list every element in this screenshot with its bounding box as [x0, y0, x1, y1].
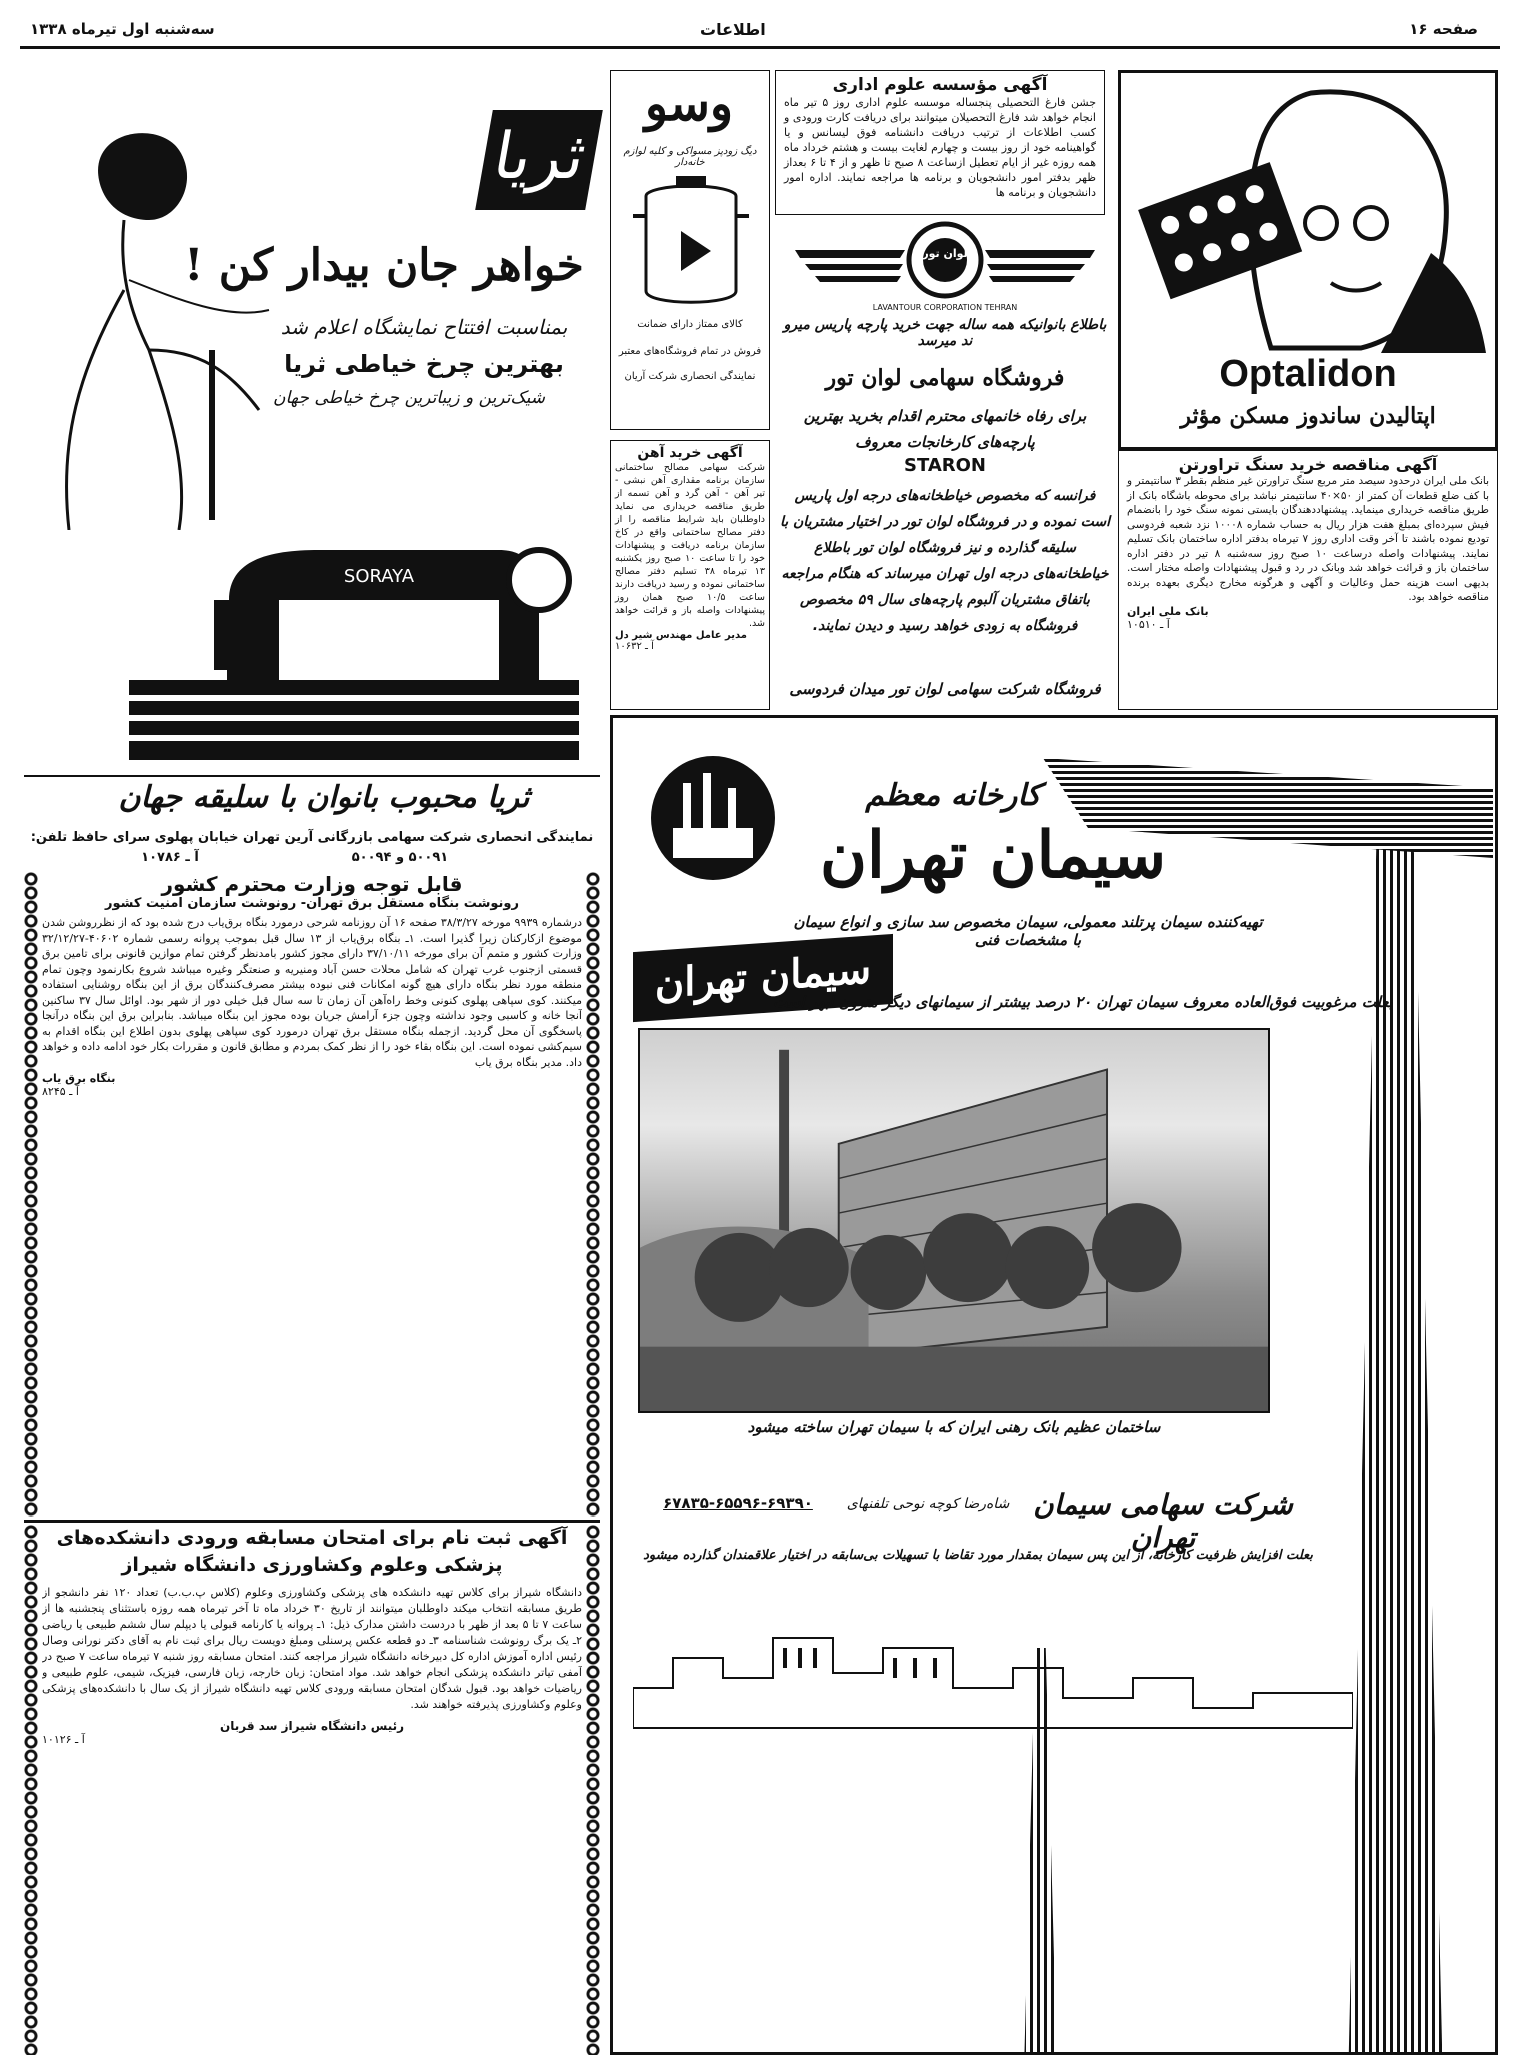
cement-desc-1: تهیه‌کننده سیمان پرتلند معمولی، سیمان مخصوص سد سازی و انواع سیمان با مشخصات فنی [793, 913, 1263, 949]
ministry-title: قابل توجه وزارت محترم کشور [161, 872, 463, 896]
optalidon-fa-brand: اپتالیدن ساندوز مسکن مؤثر [1180, 403, 1436, 429]
sewing-machine-illustration [119, 490, 589, 770]
iron-ad-text: شرکت سهامی مصالح ساختمانی سازمان برنامه مقداری آهن نبشی - تیر آهن - آهن گرد و آهن تسمه از طریق مناقصه خریداری می نماید داوطلبان باید شرایط مناقصه را از دفتر مصالح ساختمانی واقع در کاخ سازمان برنامه دریافت و پیشنهادات خود را تا ساعت ۱۰ صبح روز یکشنبه ۱۳ تیرماه ۳۸ تسلیم دفتر مصالح ساختمانی نموده و رسید دریافت دارند ساعت ۱۰/۵ صبح همان روز پیشنهادات واصله باز و قرائت خواهد شد. [615, 462, 766, 629]
ministry-ref: آ ـ ۸۲۴۵ [42, 1085, 79, 1098]
shiraz-notice [42, 1525, 582, 2055]
vaso-ad [610, 70, 770, 430]
bank-building-photo [638, 1028, 1270, 1413]
cement-desc-2: بعلت مرغوبیت فوق‌العاده معروف سیمان تهران ۲۰ درصد بیشتر از سیمانهای دیگر مترون ابهر است [773, 993, 1393, 1011]
machine-brand-label: SORAYA [343, 566, 415, 587]
cement-brand-art: سیمان تهران [633, 934, 893, 1022]
optalidon-brand: Optalidon [1219, 353, 1397, 395]
header-date: سه‌شنبه اول تیرماه ۱۳۳۸ [30, 20, 215, 38]
stone-ad-ref: آ ـ ۱۰۵۱۰ [1127, 617, 1170, 631]
photo-caption: ساختمان عظیم بانک رهنی ایران که با سیمان تهران ساخته میشود [747, 1418, 1161, 1436]
iron-ad-ref: آ ـ ۱۰۶۳۲ [615, 641, 654, 652]
lavantour-text-2: فرانسه که مخصوص خیاطخانه‌های درجه اول پاریس است نموده و در فروشگاه لوان تور در اختیار مشتریان با سلیقه گذارده و نیز فروشگاه لوان تور باطلاع خیاطخانه‌های درجه اول تهران میرساند که هنگام مراجعه باتفاق مشتریان آلبوم پارچه‌های سال ۵۹ مخصوص فروشگاه به زودی خواهد رسید و دیدن نمایند. [779, 488, 1110, 634]
ministry-subtitle: رونوشت بنگاه مستقل برق تهران- رونوشت سازمان امنیت کشور [105, 896, 519, 911]
lavantour-logo-fa: لوان تور [922, 247, 968, 260]
vaso-line-2: کالای ممتاز دارای ضمانت [637, 319, 743, 330]
ornament-border-left [24, 872, 38, 1517]
chimney-right [1348, 838, 1443, 2055]
stone-tender-ad [1118, 450, 1498, 710]
iron-ad-sign: مدیر عامل مهندس شیر دل [615, 630, 747, 641]
cement-note: بعلت افزایش ظرفیت کارخانه، از این پس سیمان بمقدار مورد تقاضا با تسهیلات بی‌سابقه در اختیار علاقمندان گذارده میشود [643, 1548, 1313, 1563]
ministry-notice [42, 872, 582, 1512]
lavantour-logo-en: LAVANTOUR CORPORATION TEHRAN [872, 303, 1018, 312]
soraya-divider [24, 775, 600, 777]
stone-ad-text: بانک ملی ایران درحدود سیصد متر مربع سنگ تراورتن غیر منظم بقطر ۳ سانتیمتر و با کف ضلع قطعات آن کمتر از ۵۰×۴۰ سانتیمتر نباشد برای محوطه باشگاه بانک از طریق مناقصه خریداری مینماید. پیشنهاددهندگان بایستی نمونه سنگ خود را بانضمام فیش سپرده‌ای بمبلغ هفت هزار ریال به حساب شماره ۱۰۰۰۸ نزد شعبه فردوسی تودیع نموده باشند تا آخر وقت اداری روز ۷ تیرماه بدفتر اداره ساختمان بانک تسلیم نمایند. پیشنهادات واصله درساعت ۱۰ صبح روز سه‌شنبه ۸ تیر در دفتر اداره ساختمان باز و قرائت خواهد شد وبانک در رد و قبول پیشنهادات واصله مختار است. بدیهی است هزینه حمل وعالیات و آگهی و هرگونه مخارج دیگری بعهده برنده مناقصه خواهد بود. [1127, 475, 1489, 603]
cement-company: شرکت سهامی سیمان تهران [1033, 1488, 1293, 1554]
ministry-text: درشماره ۹۹۳۹ مورخه ۳۸/۳/۲۷ صفحه ۱۶ آن روزنامه شرحی درمورد بنگاه برق‌یاب درج شده بود که از نظرروشن شدن موضوع ازکارکنان زیرا گذیرا است. ۱ـ بنگاه برق‌یاب از ۱۳ سال قبل بموجب پروانه رسمی شماره ۴۰۶۰۲-۳۲/۱۲/۲۷ وزارت کشور و متمم آن برای مورخه ۳۷/۱۰/۱۱ دارای مجوز کشور بامدنظر گرفتن تمام موازین قانونی برای تامین برق قسمتی ازجنوب غرب تهران که شامل محلات حسن آباد ومنیریه و صنعتگر وغیره میباشد شروع بکارنمود وچون تمام منطقه مورد نظر بنگاه دارای هیچ گونه امکانات فنی نبوده بیشتر مصرف‌کنندگان برق از این بنگاه روشنایی استفاده میکنند. کوی سپاهی پهلوی کنونی وخط راه‌آهن آن زمان تا سه سال قبل خیلی دور از شهر بود. اوائل سال ۳۷ ساکنین آنجا خانه و کاسبی وجود نداشته وچون جزء آرامش جریان بوده مجوز این بنگاه میباشد. بنابراین برق این بنگاه درآنجا پاسخگوی آن محل گردید. ازجمله بنگاه مستقل برق تهران درمورد کوی سپاهی پهلوی بدون اطلاع این بنگاه اقدام به سیم‌کشی نموده است. این بنگاه بقاء خود را از نظر کمک بمردم و مطابق قانون و مقررات بکار خود ادامه داده و خواهد داد. مدیر بنگاه برق یاب [42, 916, 582, 1069]
vaso-line-1: دیگ زودپز مسواکی و کلیه لوازم خانه‌دار [623, 146, 757, 168]
soraya-brand: ثریا [475, 110, 603, 210]
soraya-slogan: ثریا محبوب بانوان با سلیقه جهان [118, 780, 530, 815]
admin-ad-title: آگهی مؤسسه علوم اداری [832, 75, 1048, 95]
cement-factory-label: کارخانه معظم [865, 778, 1041, 813]
optalidon-ad [1118, 70, 1498, 450]
shiraz-top-rule [24, 1520, 600, 1523]
soraya-headline: خواهر جان بیدار کن ! [184, 240, 584, 291]
admin-ad-text: جشن فارغ التحصیلی پنجساله موسسه علوم اداری روز ۵ تیر ماه انجام خواهد شد فارغ التحصیلان میتوانند برای دریافت کارت ورودی و کسب اطلاعات از ترتیب دریافت دانشنامه فوق لیسانس و یا گواهینامه خود از روز بیست و چهارم لغایت بیست و هشتم خرداد ماه همه روزه غیر از ایام تعطیل ازساعت ۸ صبح تا ظهر و از ۴ تا ۶ بعداز ظهر بدفتر امور دانشجویان و برنامه ها مراجعه نمایند. اداره امور دانشجویان و برنامه ها [784, 96, 1097, 199]
vaso-line-4: نمایندگی انحصاری شرکت آریان [624, 371, 756, 382]
ornament-border-right-2 [586, 1525, 600, 2055]
lavantour-footer: فروشگاه شرکت سهامی لوان تور میدان فردوسی [789, 680, 1101, 698]
ornament-border-right [586, 872, 600, 1517]
shiraz-sign: رئیس دانشگاه شیراز سد قربان [219, 1719, 405, 1733]
tehran-cement-ad [610, 715, 1498, 2055]
shiraz-title: آگهی ثبت نام برای امتحان مسابقه ورودی دانشکده‌های پزشکی وعلوم وکشاورزی دانشگاه شیراز [56, 1527, 568, 1576]
man-headache-illustration [1131, 83, 1486, 353]
header-newspaper-title: اطلاعات [700, 20, 766, 39]
building-scene [640, 1030, 1268, 1411]
ministry-sign: بنگاه برق یاب [42, 1072, 116, 1085]
soraya-line-3: شیک‌ترین و زیباترین چرخ خیاطی جهان [272, 388, 546, 408]
vaso-brand: وسو [644, 76, 734, 132]
iron-ad-title: آگهی خرید آهن [637, 445, 743, 461]
lavantour-announce: باطلاع بانوانیکه همه ساله جهت خرید پارچه پاریس میرو ند میرسد [783, 317, 1107, 349]
shiraz-ref: آ ـ ۱۰۱۲۶ [42, 1733, 85, 1746]
header-page-number: صفحه ۱۶ [1409, 20, 1478, 38]
iron-purchase-ad [610, 440, 770, 710]
stone-ad-title: آگهی مناقصه خرید سنگ تراورتن [1178, 455, 1438, 474]
woman-illustration [29, 110, 279, 530]
cityscape-sketch [633, 1578, 1353, 1738]
soraya-agent: نمایندگی انحصاری شرکت سهامی بازرگانی آرین تهران خیابان پهلوی سرای حافظ تلفن: [30, 830, 594, 845]
soraya-line-1: بمناسبت افتتاح نمایشگاه اعلام شد [280, 315, 568, 339]
lavantour-text-1: برای رفاه خانمهای محترم اقدام بخرید بهترین پارچه‌های کارخانجات معروف [803, 407, 1087, 451]
soraya-ref: آ ـ ۱۰۷۸۶ [141, 850, 199, 865]
lavantour-brand-en: STARON [903, 455, 986, 476]
lavantour-store: فروشگاه سهامی لوان تور [825, 365, 1065, 391]
stone-ad-sign: بانک ملی ایران [1127, 604, 1209, 618]
lavantour-wings-logo [785, 220, 1105, 300]
pressure-cooker-illustration [631, 171, 751, 311]
cement-name: سیمان تهران [819, 818, 1167, 893]
soraya-ad [24, 70, 600, 835]
cement-address: شاه‌رضا کوچه نوحی تلفنهای [846, 1496, 1010, 1512]
soraya-line-2: بهترین چرخ خیاطی ثریا [284, 350, 564, 378]
vaso-line-3: فروش در تمام فروشگاه‌های معتبر [618, 346, 762, 357]
admin-sciences-ad [775, 70, 1105, 215]
ornament-border-left-2 [24, 1525, 38, 2055]
soraya-phones: ۵۰۰۹۱ و ۵۰۰۹۴ [351, 850, 449, 865]
cement-phones: ۶۷۸۳۵-۶۵۵۹۶-۶۹۳۹۰ [663, 1494, 813, 1512]
shiraz-text: دانشگاه شیراز برای کلاس تهیه دانشکده های پزشکی وکشاورزی وعلوم (کلاس پ.ب.ب) تعداد ۱۲۰ نفر دانشجو از طریق مسابقه انتخاب میکند داوطلبان میتوانند از تاریخ ۳۰ خرداد ماه تا آخر تیرماه همه روزه باستثنای پنجشنبه ها از ساعت ۷ تا ۵ بعد از ظهر با دردست داشتن مدارک ذیل: ۱ـ پروانه یا کارنامه قبولی یا دیپلم سال ششم طبیعی یا ریاضی ۲ـ یک برگ رونوشت شناسنامه ۳ـ دو قطعه عکس پرسنلی ومبلغ دویست ریال برای ثبت نام به آقای دکتر نورانی وصال رئیس اداره آموزش اداره کل دبیرخانه دانشگاه شیراز مراجعه کنند. امتحان مسابقه روز شنبه ۷ تیرماه ساعت ۷ صبح در آمفی تیاتر دانشکده پزشکی انجام خواهد شد. مواد امتحان: زبان خارجه، زبان فارسی، فیزیک، شیمی، علوم طبیعی و ریاضیات خواهد بود. قبول شدگان امتحان مسابقه ورودی کلاس تهیه دانشگاه شیراز از یک سال با دانشکده‌های پزشکی وعلوم وکشاورزی پذیرفته خواهند شد. [42, 1586, 582, 1711]
header-rule [20, 46, 1500, 49]
lavantour-ad [775, 215, 1115, 710]
